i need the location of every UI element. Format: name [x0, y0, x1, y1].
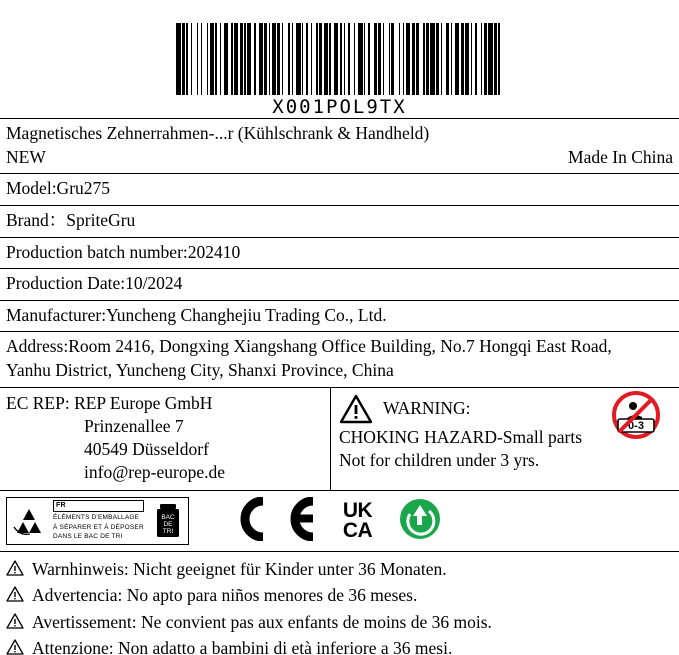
- warning-triangle-icon: [6, 586, 24, 602]
- model-text: Model:Gru275: [6, 178, 111, 199]
- ukca-mark: [343, 501, 372, 541]
- ec-rep-line-4: info@rep-europe.de: [84, 461, 225, 482]
- origin-text: Made In China: [568, 146, 673, 167]
- ec-rep-warning-row: [0, 387, 679, 490]
- model-row: [0, 173, 679, 205]
- multilingual-warnings: [0, 552, 679, 655]
- address-line-2: Yanhu District, Yuncheng City, Shanxi Province, China: [6, 360, 394, 380]
- warning-text-it: Attenzione: Non adatto a bambini di età inferiore a 36 mesi.: [32, 637, 453, 655]
- warning-triangle-icon: [6, 560, 24, 576]
- triman-line-1: ÉLÉMENTS D'EMBALLAGE: [53, 514, 140, 522]
- warning-triangle-icon: [6, 613, 24, 629]
- address-line-1: Address:Room 2416, Dongxing Xiangshang Office Building, No.7 Hongqi East Road,: [6, 336, 612, 357]
- production-date-text: Production Date:10/2024: [6, 273, 183, 294]
- warning-heading: WARNING:: [383, 398, 471, 419]
- warning-text-de: Warnhinweis: Nicht geeignet für Kinder unter 36 Monaten.: [32, 559, 447, 579]
- triman-line-3: DANS LE BAC DE TRI: [53, 533, 123, 541]
- condition-origin-row: [6, 146, 673, 170]
- batch-number-row: [0, 237, 679, 269]
- warning-text-es: Advertencia: No apto para niños menores de 36 meses.: [32, 585, 418, 606]
- recycling-bin-icon: [148, 498, 188, 544]
- batch-number-text: Production batch number:202410: [6, 241, 241, 262]
- triman-text: [51, 498, 148, 544]
- brand-row: [0, 205, 679, 237]
- warning-list-item: [6, 582, 673, 608]
- warning-block: [330, 388, 679, 490]
- manufacturer-row: [0, 300, 679, 332]
- triman-recycling-icon: [7, 498, 51, 544]
- warning-list-item: [6, 609, 673, 635]
- ec-rep-block: [0, 388, 330, 490]
- triman-group: [6, 497, 189, 545]
- triman-box: [6, 497, 189, 545]
- ukca-line-2: CA: [342, 519, 373, 542]
- fr-tag: FR: [53, 500, 144, 512]
- ec-rep-line-3: 40549 Düsseldorf: [84, 438, 209, 459]
- triman-line-2: À SÉPARER ET À DÉPOSER: [53, 523, 144, 531]
- address-row: [0, 331, 679, 386]
- warning-line-2: Not for children under 3 yrs.: [339, 450, 540, 471]
- mobius-loop-recycling-icon: [398, 497, 442, 546]
- barcode-image: [176, 23, 502, 95]
- warning-triangle-icon: [6, 639, 24, 655]
- svg-text:0-3: 0-3: [628, 419, 644, 432]
- barcode-number: X001POL9TX: [272, 96, 407, 118]
- warning-line-1: CHOKING HAZARD-Small parts: [339, 426, 583, 447]
- condition-text: NEW: [6, 146, 46, 167]
- svg-text:TRI: TRI: [162, 528, 174, 535]
- svg-text:DE: DE: [163, 521, 173, 528]
- compliance-symbols-row: [0, 490, 679, 552]
- no-children-under-3-icon: [609, 390, 663, 440]
- ukca-line-1: UK: [342, 499, 373, 523]
- ec-rep-line-2: Prinzenallee 7: [84, 415, 184, 436]
- barcode-block: [0, 0, 679, 118]
- product-title: Magnetisches Zehnerrahmen-...r (Kühlschrank & Handheld): [6, 123, 430, 143]
- brand-text: Brand：SpriteGru: [6, 209, 136, 230]
- ce-mark-icon: [225, 497, 317, 546]
- production-date-row: [0, 268, 679, 300]
- ec-rep-line-1: EC REP: REP Europe GmbH: [6, 392, 213, 413]
- product-title-row: [0, 118, 679, 173]
- warning-text-fr: Avertissement: Ne convient pas aux enfants de moins de 36 mois.: [32, 611, 492, 632]
- warning-triangle-icon: [339, 394, 373, 424]
- svg-text:BAC: BAC: [161, 514, 175, 521]
- warning-list-item: [6, 635, 673, 655]
- manufacturer-text: Manufacturer:Yuncheng Changhejiu Trading Co., Ltd.: [6, 304, 387, 325]
- warning-list-item: [6, 556, 673, 582]
